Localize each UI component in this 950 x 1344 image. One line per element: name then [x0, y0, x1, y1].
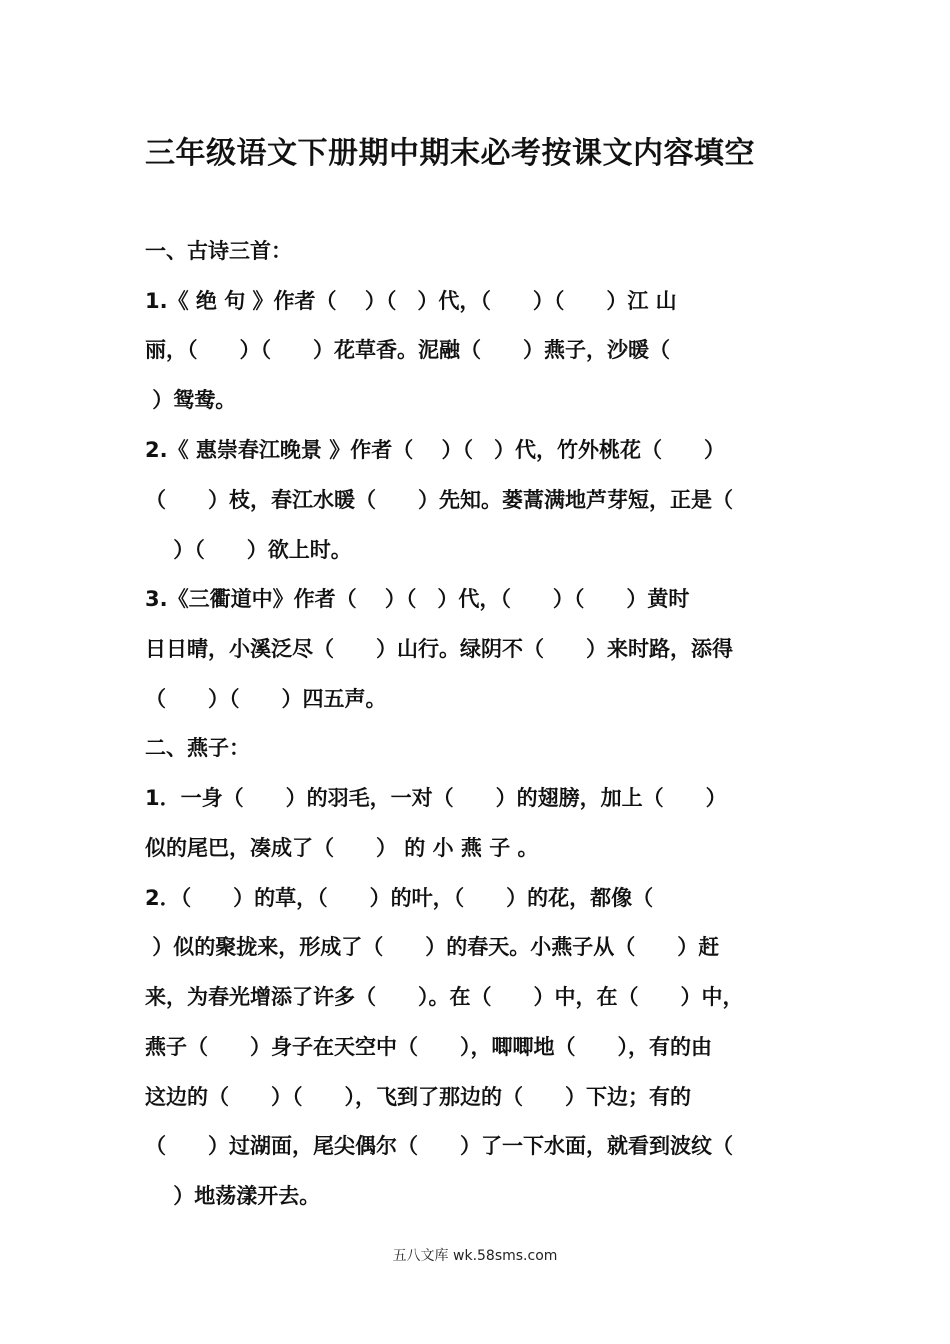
section-heading-swallow: 二、燕子：: [145, 736, 250, 760]
text-line: 丽，（ ）（ ）花草香。泥融（ ）燕子，沙暖（: [145, 338, 670, 362]
text-line: ）（ ）欲上时。: [145, 538, 352, 562]
section-heading-poems: 一、古诗三首：: [145, 239, 292, 263]
text-line: 2.《 惠崇春江晚景 》作者（ ）（ ）代，竹外桃花（ ）: [145, 438, 726, 462]
text-line: （ ）枝，春江水暖（ ）先知。蒌蒿满地芦芽短，正是（: [145, 488, 733, 512]
text-line: ）似的聚拢来，形成了（ ）的春天。小燕子从（ ）赶: [145, 935, 720, 959]
text-line: ）鸳鸯。: [145, 388, 237, 412]
text-line: 1.《 绝 句 》作者（ ）（ ）代，（ ）（ ）江 山: [145, 289, 677, 313]
text-line: 似的尾巴，凑成了（ ） 的 小 燕 子 。: [145, 836, 539, 860]
text-line: 1．一身（ ）的羽毛，一对（ ）的翅膀，加上（ ）: [145, 786, 727, 810]
text-line: （ ）（ ）四五声。: [145, 687, 387, 711]
footer-watermark: 五八文库 wk.58sms.com: [392, 1248, 558, 1264]
text-line: 2．（ ）的草，（ ）的叶，（ ）的花，都像（: [145, 886, 654, 910]
document-title: 三年级语文下册期中期末必考按课文内容填空: [145, 136, 755, 171]
text-line: 来，为春光增添了许多（ ）。在（ ）中，在（ ）中，: [145, 985, 744, 1009]
text-line: 这边的（ ）（ ），飞到了那边的（ ）下边；有的: [145, 1085, 691, 1109]
text-line: 燕子（ ）身子在天空中（ ），唧唧地（ ），有的由: [145, 1035, 712, 1059]
text-line: 3.《三衢道中》作者（ ）（ ）代，（ ）（ ）黄时: [145, 587, 690, 611]
text-line: ）地荡漾开去。: [145, 1184, 321, 1208]
text-line: （ ）过湖面，尾尖偶尔（ ）了一下水面，就看到波纹（: [145, 1134, 733, 1158]
text-line: 日日晴，小溪泛尽（ ）山行。绿阴不（ ）来时路，添得: [145, 637, 733, 661]
